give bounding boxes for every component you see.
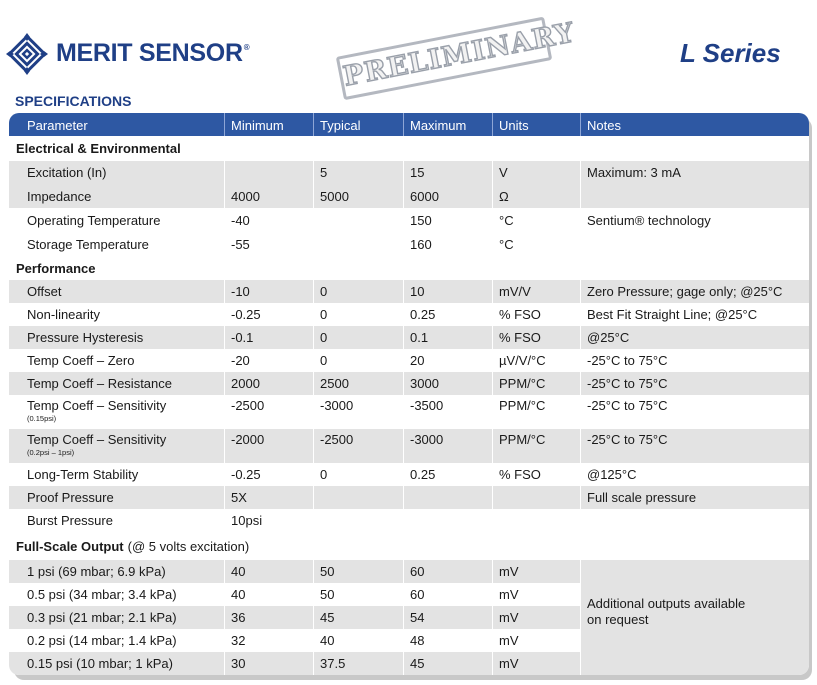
column-header-maximum: Maximum bbox=[403, 113, 492, 136]
table-row bbox=[9, 303, 809, 326]
cell-notes: Maximum: 3 mA bbox=[580, 161, 809, 184]
cell-parameter: Offset bbox=[9, 280, 224, 303]
cell-notes: Zero Pressure; gage only; @25°C bbox=[580, 280, 809, 303]
column-header-parameter: Parameter bbox=[27, 117, 88, 133]
cell-units: % FSO bbox=[492, 326, 580, 349]
cell-notes: -25°C to 75°C bbox=[580, 372, 809, 395]
cell-notes bbox=[580, 509, 809, 532]
cell-minimum: 30 bbox=[224, 652, 313, 675]
section-title bbox=[9, 136, 809, 160]
cell-typical bbox=[313, 509, 403, 532]
cell-maximum: 10 bbox=[403, 280, 492, 303]
table-row bbox=[9, 395, 809, 429]
cell-minimum: -0.25 bbox=[224, 463, 313, 486]
merit-sensor-logo-icon bbox=[6, 33, 48, 75]
cell-parameter: Burst Pressure bbox=[9, 509, 224, 532]
cell-typical: 5 bbox=[313, 161, 403, 184]
cell-notes: Full scale pressure bbox=[580, 486, 809, 509]
cell-maximum: -3000 bbox=[403, 429, 492, 463]
table-row bbox=[9, 326, 809, 349]
cell-units: mV bbox=[492, 560, 580, 583]
table-row bbox=[9, 372, 809, 395]
column-header-typical: Typical bbox=[313, 113, 403, 136]
preliminary-stamp bbox=[340, 17, 578, 100]
cell-minimum: -0.1 bbox=[224, 326, 313, 349]
cell-maximum: 150 bbox=[403, 209, 492, 232]
cell-units: mV bbox=[492, 629, 580, 652]
full-scale-notes-cell bbox=[580, 560, 809, 675]
table-row bbox=[9, 161, 809, 184]
cell-units: mV bbox=[492, 606, 580, 629]
parameter-text: Temp Coeff – Sensitivity bbox=[27, 432, 167, 447]
column-header-units: Units bbox=[492, 113, 580, 136]
cell-notes: Best Fit Straight Line; @25°C bbox=[580, 303, 809, 326]
cell-parameter: Pressure Hysteresis bbox=[9, 326, 224, 349]
parameter-text: Temp Coeff – Sensitivity bbox=[27, 398, 167, 413]
section-row-fullscale bbox=[9, 533, 809, 560]
cell-units: mV bbox=[492, 583, 580, 606]
cell-typical: 0 bbox=[313, 349, 403, 372]
cell-notes bbox=[580, 232, 809, 256]
cell-parameter: Temp Coeff – Resistance bbox=[9, 372, 224, 395]
table-row bbox=[9, 280, 809, 303]
cell-minimum: 4000 bbox=[224, 184, 313, 208]
cell-minimum: 10psi bbox=[224, 509, 313, 532]
cell-maximum: 0.25 bbox=[403, 463, 492, 486]
cell-parameter: 0.15 psi (10 mbar; 1 kPa) bbox=[9, 652, 224, 675]
table-row bbox=[9, 349, 809, 372]
brand-name bbox=[56, 39, 249, 68]
cell-units: Ω bbox=[492, 184, 580, 208]
cell-minimum: -0.25 bbox=[224, 303, 313, 326]
cell-maximum: 160 bbox=[403, 232, 492, 256]
cell-units: °C bbox=[492, 232, 580, 256]
cell-typical: 50 bbox=[313, 560, 403, 583]
cell-parameter: 0.3 psi (21 mbar; 2.1 kPa) bbox=[9, 606, 224, 629]
cell-typical: 0 bbox=[313, 280, 403, 303]
cell-parameter: Excitation (In) bbox=[9, 161, 224, 184]
cell-units: µV/V/°C bbox=[492, 349, 580, 372]
cell-typical: 5000 bbox=[313, 184, 403, 208]
brand-text: MERIT SENSOR bbox=[56, 39, 243, 67]
table-row bbox=[9, 486, 809, 509]
cell-typical: -2500 bbox=[313, 429, 403, 463]
cell-maximum: 15 bbox=[403, 161, 492, 184]
cell-typical bbox=[313, 209, 403, 232]
cell-parameter: Long-Term Stability bbox=[9, 463, 224, 486]
cell-maximum: 60 bbox=[403, 583, 492, 606]
cell-units: % FSO bbox=[492, 303, 580, 326]
cell-maximum: 54 bbox=[403, 606, 492, 629]
cell-parameter bbox=[9, 395, 224, 429]
cell-maximum: 48 bbox=[403, 629, 492, 652]
cell-notes: Sentium® technology bbox=[580, 209, 809, 232]
trademark-symbol: ® bbox=[243, 43, 250, 52]
cell-maximum: 3000 bbox=[403, 372, 492, 395]
cell-minimum: -2500 bbox=[224, 395, 313, 429]
cell-typical: 37.5 bbox=[313, 652, 403, 675]
cell-parameter: Operating Temperature bbox=[9, 209, 224, 232]
section-title-text: Electrical & Environmental bbox=[16, 140, 181, 156]
cell-parameter: 1 psi (69 mbar; 6.9 kPa) bbox=[9, 560, 224, 583]
cell-maximum bbox=[403, 486, 492, 509]
cell-minimum: 32 bbox=[224, 629, 313, 652]
cell-parameter bbox=[9, 429, 224, 463]
cell-units: % FSO bbox=[492, 463, 580, 486]
parameter-subtext: (0.15psi) bbox=[27, 414, 57, 423]
cell-minimum: 40 bbox=[224, 583, 313, 606]
cell-minimum: -10 bbox=[224, 280, 313, 303]
cell-units: mV bbox=[492, 652, 580, 675]
cell-units: V bbox=[492, 161, 580, 184]
cell-maximum: 0.25 bbox=[403, 303, 492, 326]
cell-minimum: -55 bbox=[224, 232, 313, 256]
cell-typical: 0 bbox=[313, 303, 403, 326]
cell-minimum: 2000 bbox=[224, 372, 313, 395]
section-row-electrical bbox=[9, 136, 809, 160]
table-row bbox=[9, 509, 809, 532]
cell-notes: @125°C bbox=[580, 463, 809, 486]
cell-maximum bbox=[403, 509, 492, 532]
cell-units: °C bbox=[492, 209, 580, 232]
section-title-text: Performance bbox=[16, 260, 96, 276]
cell-maximum: -3500 bbox=[403, 395, 492, 429]
section-title bbox=[9, 256, 809, 280]
cell-units bbox=[492, 486, 580, 509]
cell-units: mV/V bbox=[492, 280, 580, 303]
cell-typical bbox=[313, 486, 403, 509]
section-title-text: Full-Scale Output bbox=[16, 539, 124, 554]
cell-maximum: 0.1 bbox=[403, 326, 492, 349]
section-title bbox=[9, 533, 809, 560]
cell-maximum: 6000 bbox=[403, 184, 492, 208]
full-scale-note-line2: on request bbox=[587, 612, 649, 627]
cell-minimum: 5X bbox=[224, 486, 313, 509]
cell-minimum: -2000 bbox=[224, 429, 313, 463]
cell-minimum: -20 bbox=[224, 349, 313, 372]
cell-minimum bbox=[224, 161, 313, 184]
table-row bbox=[9, 209, 809, 232]
cell-units: PPM/°C bbox=[492, 372, 580, 395]
cell-minimum: 36 bbox=[224, 606, 313, 629]
cell-typical: 50 bbox=[313, 583, 403, 606]
parameter-subtext: (0.2psi – 1psi) bbox=[27, 448, 75, 457]
cell-parameter: Impedance bbox=[9, 184, 224, 208]
cell-maximum: 20 bbox=[403, 349, 492, 372]
series-title: L Series bbox=[680, 38, 781, 68]
cell-typical: 45 bbox=[313, 606, 403, 629]
column-header-notes: Notes bbox=[580, 113, 809, 136]
cell-notes: -25°C to 75°C bbox=[580, 349, 809, 372]
cell-notes bbox=[580, 184, 809, 208]
cell-typical: 2500 bbox=[313, 372, 403, 395]
cell-notes: -25°C to 75°C bbox=[580, 429, 809, 463]
stamp-text: PRELIMINARY bbox=[340, 17, 578, 93]
cell-minimum: 40 bbox=[224, 560, 313, 583]
cell-typical: 0 bbox=[313, 463, 403, 486]
cell-units bbox=[492, 509, 580, 532]
cell-parameter: Proof Pressure bbox=[9, 486, 224, 509]
cell-maximum: 60 bbox=[403, 560, 492, 583]
cell-units: PPM/°C bbox=[492, 395, 580, 429]
cell-maximum: 45 bbox=[403, 652, 492, 675]
cell-units: PPM/°C bbox=[492, 429, 580, 463]
cell-typical bbox=[313, 232, 403, 256]
table-row bbox=[9, 184, 809, 208]
specifications-table bbox=[9, 113, 809, 675]
cell-parameter: 0.5 psi (34 mbar; 3.4 kPa) bbox=[9, 583, 224, 606]
cell-notes: -25°C to 75°C bbox=[580, 395, 809, 429]
table-row bbox=[9, 463, 809, 486]
full-scale-note-line1: Additional outputs available bbox=[587, 596, 746, 611]
cell-typical: 0 bbox=[313, 326, 403, 349]
cell-notes: @25°C bbox=[580, 326, 809, 349]
cell-minimum: -40 bbox=[224, 209, 313, 232]
cell-parameter: Storage Temperature bbox=[9, 232, 224, 256]
table-header-row bbox=[9, 113, 809, 136]
column-header-minimum: Minimum bbox=[224, 113, 313, 136]
table-row bbox=[9, 429, 809, 463]
cell-typical: -3000 bbox=[313, 395, 403, 429]
section-title: SPECIFICATIONS bbox=[15, 93, 132, 109]
cell-parameter: 0.2 psi (14 mbar; 1.4 kPa) bbox=[9, 629, 224, 652]
section-row-performance bbox=[9, 256, 809, 280]
cell-typical: 40 bbox=[313, 629, 403, 652]
table-row bbox=[9, 232, 809, 256]
section-title-suffix: (@ 5 volts excitation) bbox=[127, 539, 250, 554]
cell-parameter: Temp Coeff – Zero bbox=[9, 349, 224, 372]
cell-parameter: Non-linearity bbox=[9, 303, 224, 326]
